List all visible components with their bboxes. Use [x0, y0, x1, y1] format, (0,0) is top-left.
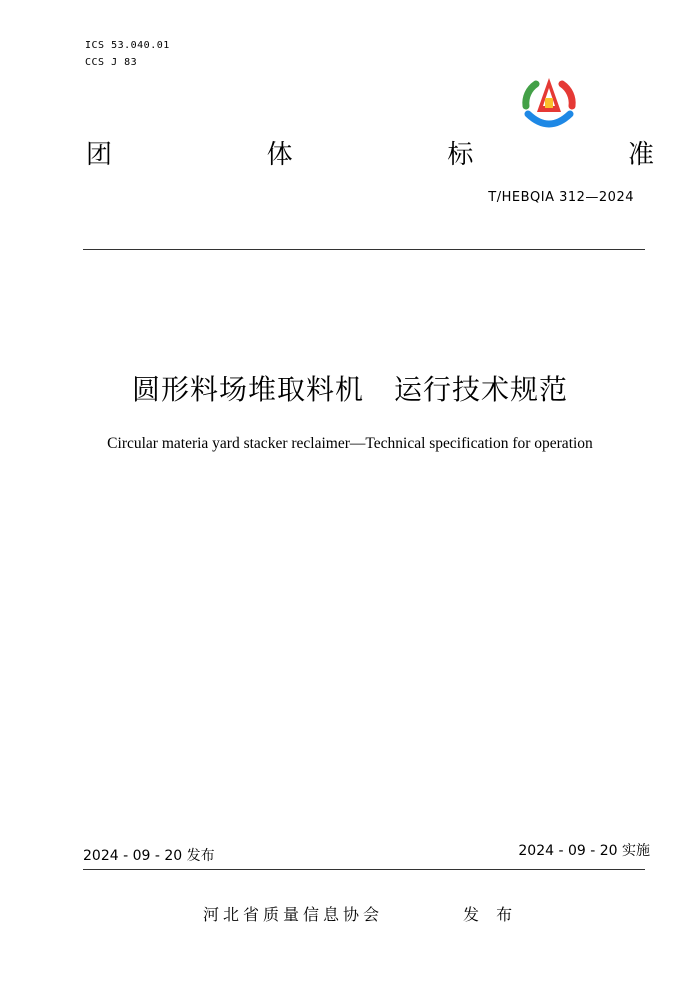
publish-label: 发 布 [463, 905, 519, 924]
publisher-name: 河北省质量信息协会 [203, 905, 384, 924]
top-divider [83, 249, 645, 250]
standard-number: T/HEBQIA 312—2024 [488, 190, 634, 205]
ics-code: ICS 53.040.01 [85, 40, 170, 51]
title-cn-part1: 圆形料场堆取料机 [131, 373, 364, 406]
standard-type-char: 准 [627, 140, 654, 170]
association-logo-icon [516, 72, 582, 132]
standard-type-char: 标 [447, 140, 474, 170]
standard-type-char: 团 [86, 140, 113, 170]
implementation-date: 2024 - 09 - 20 实施 [518, 843, 650, 859]
standard-type-char: 体 [266, 140, 293, 170]
classification-codes [85, 37, 170, 71]
english-title: Circular materia yard stacker reclaimer—Technical specification for operation [107, 435, 593, 452]
standard-type-heading [86, 138, 654, 172]
title-cn-part2: 运行技术规范 [394, 373, 569, 406]
chinese-title [0, 370, 700, 410]
issue-date: 2024 - 09 - 20 发布 [83, 848, 215, 864]
bottom-divider [83, 869, 645, 870]
ccs-code: CCS J 83 [85, 57, 138, 68]
